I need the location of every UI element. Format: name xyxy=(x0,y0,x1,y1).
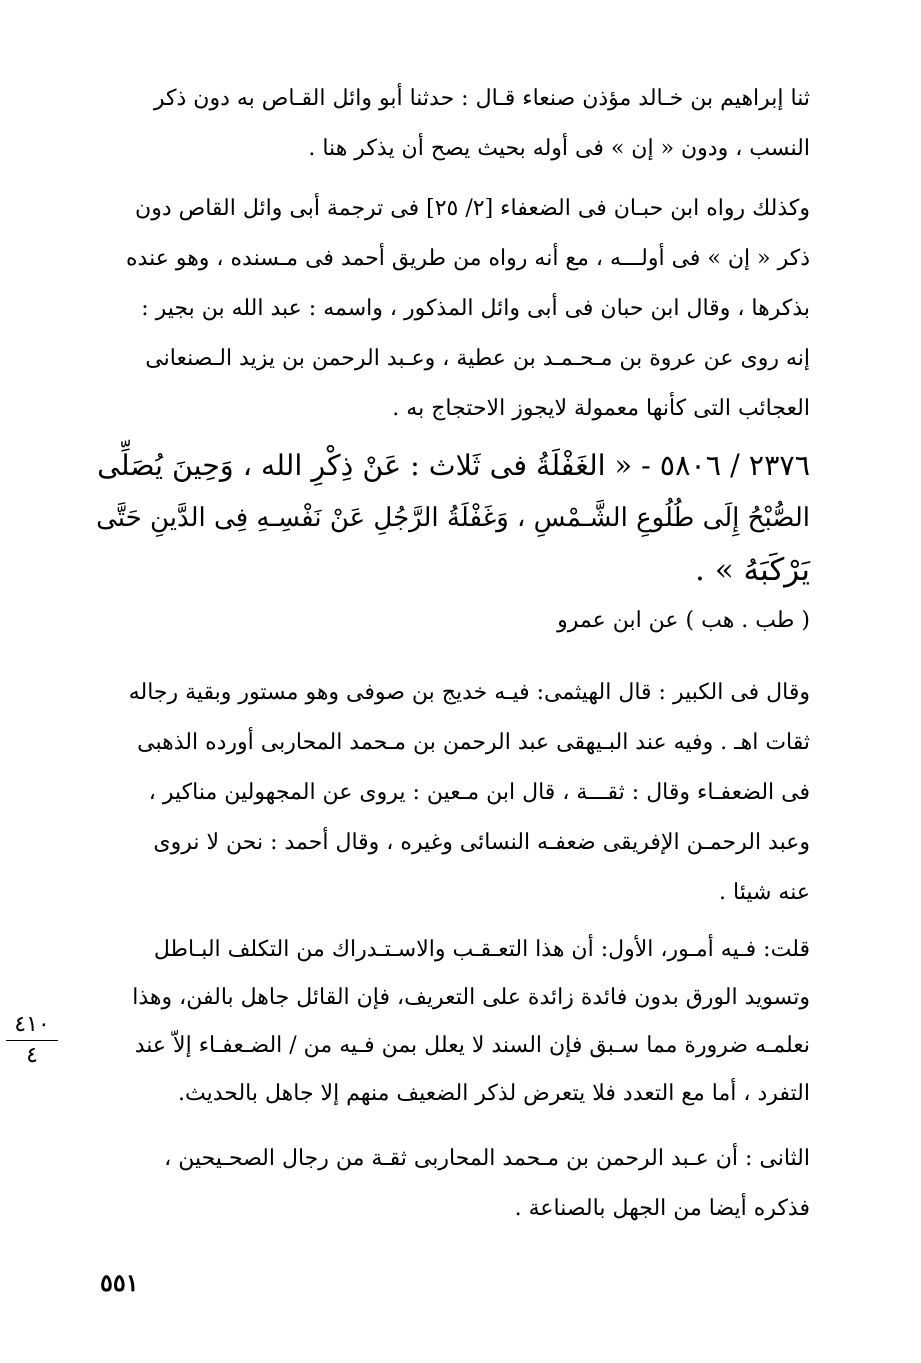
text-line: العجائب التى كأنها معمولة لايجوز الاحتجاج به . xyxy=(392,396,810,421)
text-line: فى الضعفـاء وقال : ثقـــة ، قال ابن مـعين : يروى عن المجهولين مناكير ، xyxy=(148,780,810,805)
page-number: ٥٥١ xyxy=(100,1268,139,1297)
paragraph-isnad xyxy=(96,74,810,174)
source-reference xyxy=(96,606,810,636)
text-line: ذكر « إن » فى أولـــه ، مع أنه رواه من طريق أحمد فى مـسنده ، وهو عنده xyxy=(126,246,810,271)
text-line: وقال فى الكبير : قال الهيثمى: فيـه خديج بن صوفى وهو مستور وبقية رجاله xyxy=(128,680,810,705)
margin-reference-bottom: ٤ xyxy=(26,1043,38,1068)
margin-reference xyxy=(6,1012,58,1069)
source-line: ( طب . هب ) عن ابن عمرو xyxy=(557,608,810,633)
hadith-line: ٢٣٧٦ / ٥٨٠٦ - « الغَفْلَةُ فى ثَلاث : عَنْ ذِكْرِ الله ، وَحِينَ يُصَلِّى xyxy=(97,449,810,482)
text-line: وعبد الرحمـن الإفريقى ضعفـه النسائى وغيره ، وقال أحمد : نحن لا نروى xyxy=(153,830,810,855)
text-line: نعلمـه ضرورة مما سـبق فإن السند لا يعلل بمن فـيه من / الضـعفـاء إلاّ عند xyxy=(134,1033,810,1058)
margin-reference-top: ٤١٠ xyxy=(6,1012,58,1041)
paragraph-response-second xyxy=(96,1134,810,1234)
hadith-text xyxy=(96,440,810,596)
text-line: فذكره أيضا من الجهل بالصناعة . xyxy=(514,1196,810,1221)
text-line: قلت: فـيه أمـور، الأول: أن هذا التعـقـب والاسـتـدراك من التكلف البـاطل xyxy=(153,937,810,962)
paragraph-ibn-hibban xyxy=(96,184,810,434)
text-line: عنه شيئا . xyxy=(719,880,810,905)
text-line: بذكرها ، وقال ابن حبان فى أبى وائل المذكور ، واسمه : عبد الله بن بجير : xyxy=(141,296,810,321)
text-line: وتسويد الورق بدون فائدة زائدة على التعريف، فإن القائل جاهل بالفن، وهذا xyxy=(132,985,810,1010)
text-line: وكذلك رواه ابن حبـان فى الضعفاء [٢/ ٢٥] فى ترجمة أبى وائل القاص دون xyxy=(135,196,810,221)
paragraph-commentary xyxy=(96,668,810,918)
text-line: النسب ، ودون « إن » فى أوله بحيث يصح أن يذكر هنا . xyxy=(308,136,810,161)
text-line: ثنا إبراهيم بن خـالد مؤذن صنعاء قـال : حدثنا أبو وائل القـاص به دون ذكر xyxy=(153,86,810,111)
hadith-line: يَرْكَبَهُ » . xyxy=(695,552,810,588)
text-line: ثقات اهـ . وفيه عند البـيهقى عبد الرحمن بن مـحمد المحاربى أورده الذهبى xyxy=(137,730,810,755)
hadith-line: الصُّبْحُ إِلَى طُلُوعِ الشَّـمْسِ ، وَغَفْلَةُ الرَّجُلِ عَنْ نَفْسِـهِ فِى الدَّينِ حَتَّى xyxy=(96,503,810,533)
text-line: إنه روى عن عروة بن مـحـمـد بن عطية ، وعـبد الرحمن بن يزيد الـصنعانى xyxy=(145,346,810,371)
text-line: التفرد ، أما مع التعدد فلا يتعرض لذكر الضعيف منهم إلا جاهل بالحديث. xyxy=(177,1081,810,1106)
paragraph-response-first xyxy=(96,926,810,1118)
text-line: الثانى : أن عـبد الرحمن بن مـحمد المحاربى ثقـة من رجال الصحـيحين ، xyxy=(164,1146,810,1171)
